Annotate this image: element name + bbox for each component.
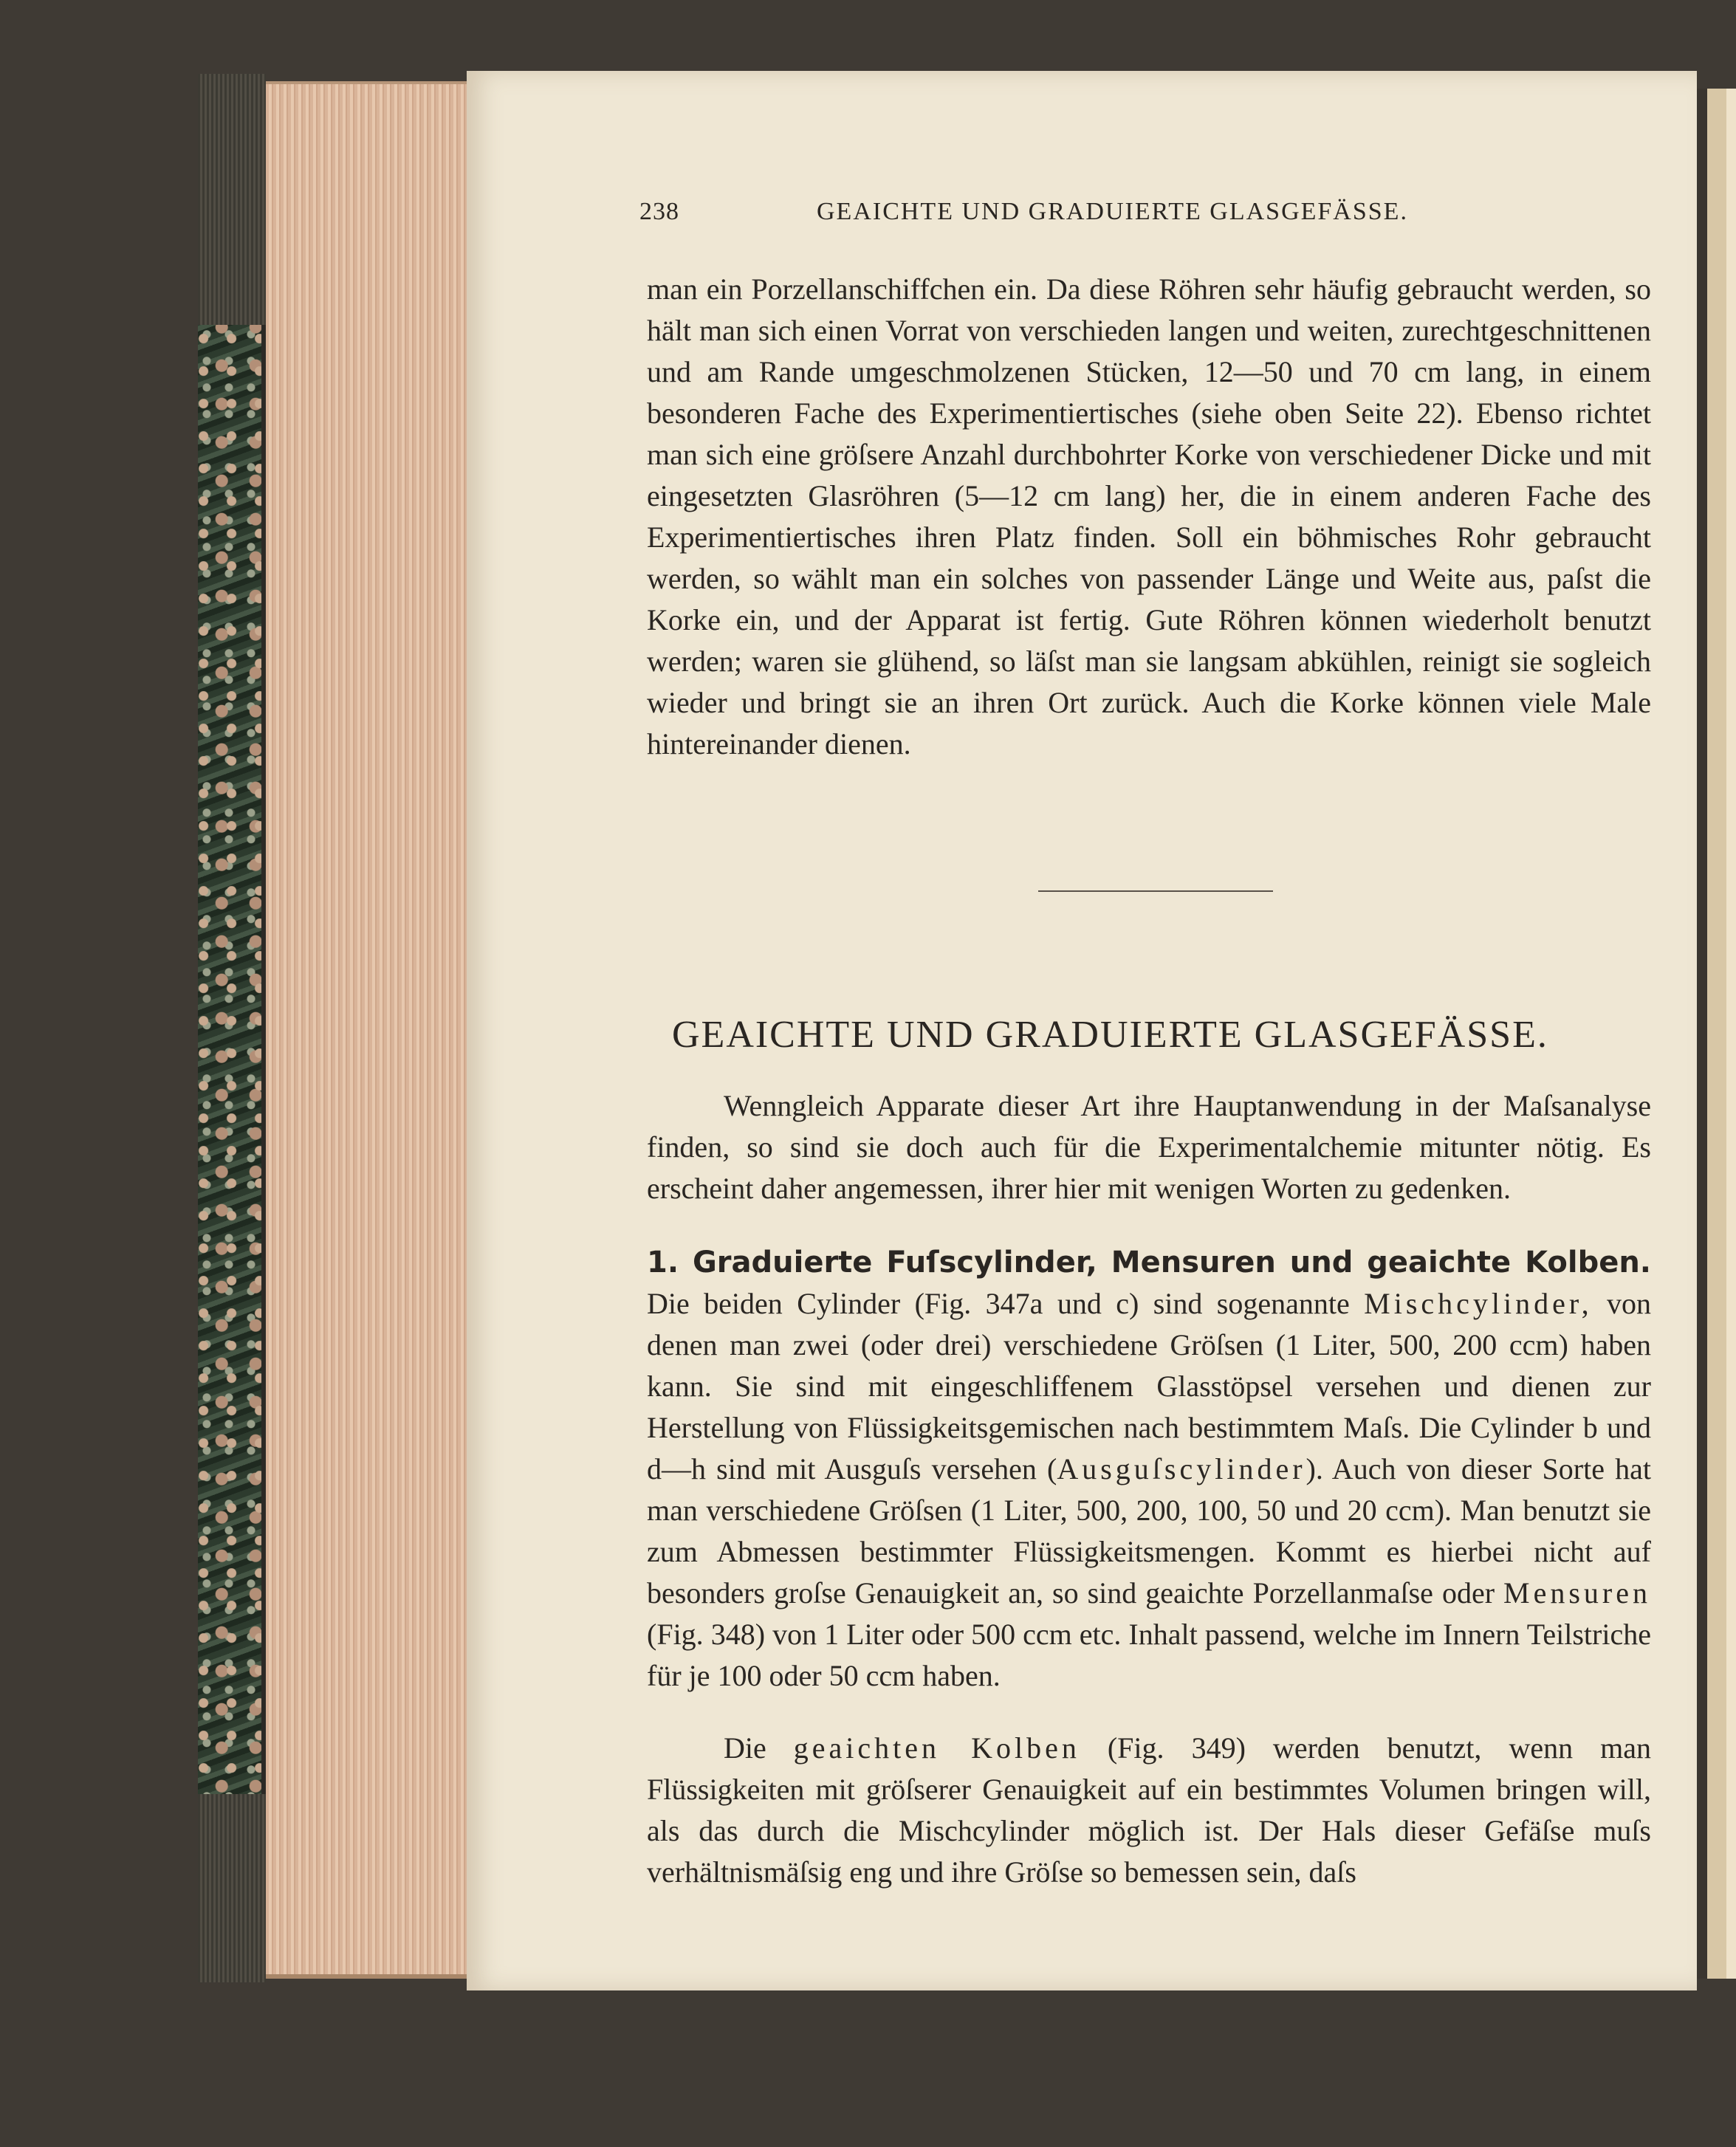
cover-spine-bottom [198,1794,266,1982]
term-ausgusscylinder: Ausguſscylinder [1057,1452,1306,1485]
paragraph-4 [647,1728,1651,1893]
page-number: 238 [639,198,679,225]
section-title: GEAICHTE UND GRADUIERTE GLASGEFÄSSE. [672,1014,1548,1056]
paragraph-3-text-2: von denen man zwei (oder drei) verschiedene Gröſsen (1 Liter, 500, 200 ccm) haben kann. Sie sind mit eingeschliffenem Glasstöpsel versehen und dienen zur Herstellung von Flüssigkeitsgemischen nach bestimmtem Maſs. Die Cylinder b und d—h sind mit Ausguſs versehen ( [647,1287,1651,1485]
page-edges [266,81,467,1979]
term-geaichten-kolben: geaichten Kolben [793,1731,1080,1765]
paragraph-2: Wenngleich Apparate dieser Art ihre Hauptanwendung in der Maſsanalyse finden, so sind sie doch auch für die Experimentalchemie mitunter nötig. Es erscheint daher angemessen, ihrer hier mit wenigen Worten zu gedenken. [647,1089,1651,1205]
paragraph-3-text-1: Die beiden Cylinder (Fig. 347a und c) sind sogenannte [647,1287,1365,1320]
section-divider [1038,890,1273,892]
term-mensuren: Mensuren [1503,1576,1651,1610]
paragraph-3-text-4: (Fig. 348) von 1 Liter oder 500 ccm etc. Inhalt passend, welche im Innern Teilstriche für je 100 oder 50 ccm haben. [647,1618,1651,1692]
paragraph-4-text-2: (Fig. 349) werden benutzt, wenn man Flüssigkeiten mit gröſserer Genauigkeit auf ein bestimmtes Volumen bringen will, als das durch die Mischcylinder möglich ist. Der Hals dieser Gefäſse muſs verhältnismäſsig eng und ihre Gröſse so bemessen sein, daſs [647,1731,1651,1889]
paragraph-1: man ein Porzellanschiffchen ein. Da diese Röhren sehr häufig gebraucht werden, so hält man sich einen Vorrat von verschieden langen und weiten, zurechtgeschnittenen und am Rande umgeschmolzenen Stücken, 12—50 und 70 cm lang, in einem besonderen Fache des Experimentiertisches (siehe oben Seite 22). Ebenso richtet man sich eine gröſsere Anzahl durchbohrter Korke von verschiedener Dicke und mit eingesetzten Glasröhren (5—12 cm lang) her, die in einem anderen Fache des Experimentiertisches ihren Platz finden. Soll ein böhmisches Rohr gebraucht werden, so wählt man ein solches von passender Länge und Weite aus, paſst die Korke ein, und der Apparat ist fertig. Gute Röhren können wiederholt benutzt werden; waren sie glühend, so läſst man sie langsam abkühlen, reinigt sie sogleich wieder und bringt sie an ihren Ort zurück. Auch die Korke können viele Male hintereinander dienen. [647,272,1651,760]
paragraph-3-text-3: ). Auch von dieser Sorte hat man verschiedene Gröſsen (1 Liter, 500, 200, 100, 50 und 20 ccm). Man benutzt sie zum Abmessen bestimmter Flüssigkeitsmengen. Kommt es hierbei nicht auf besonders groſse Genauigkeit an, so sind geaichte Porzellanmaſse oder [647,1452,1651,1610]
page-header [639,198,1496,235]
marbled-cover [198,74,266,1982]
section-lead-heading: 1. Graduierte Fuſscylinder, Mensuren und geaichte Kolben. [647,1246,1651,1279]
cover-spine-top [198,74,266,325]
facing-page-edge [1697,89,1736,1979]
paragraph-4-text-1: Die [724,1731,794,1765]
term-mischcylinder: Mischcylinder, [1364,1287,1593,1320]
paragraph-3 [647,1242,1651,1697]
running-title: GEAICHTE UND GRADUIERTE GLASGEFÄSSE. [817,198,1408,225]
